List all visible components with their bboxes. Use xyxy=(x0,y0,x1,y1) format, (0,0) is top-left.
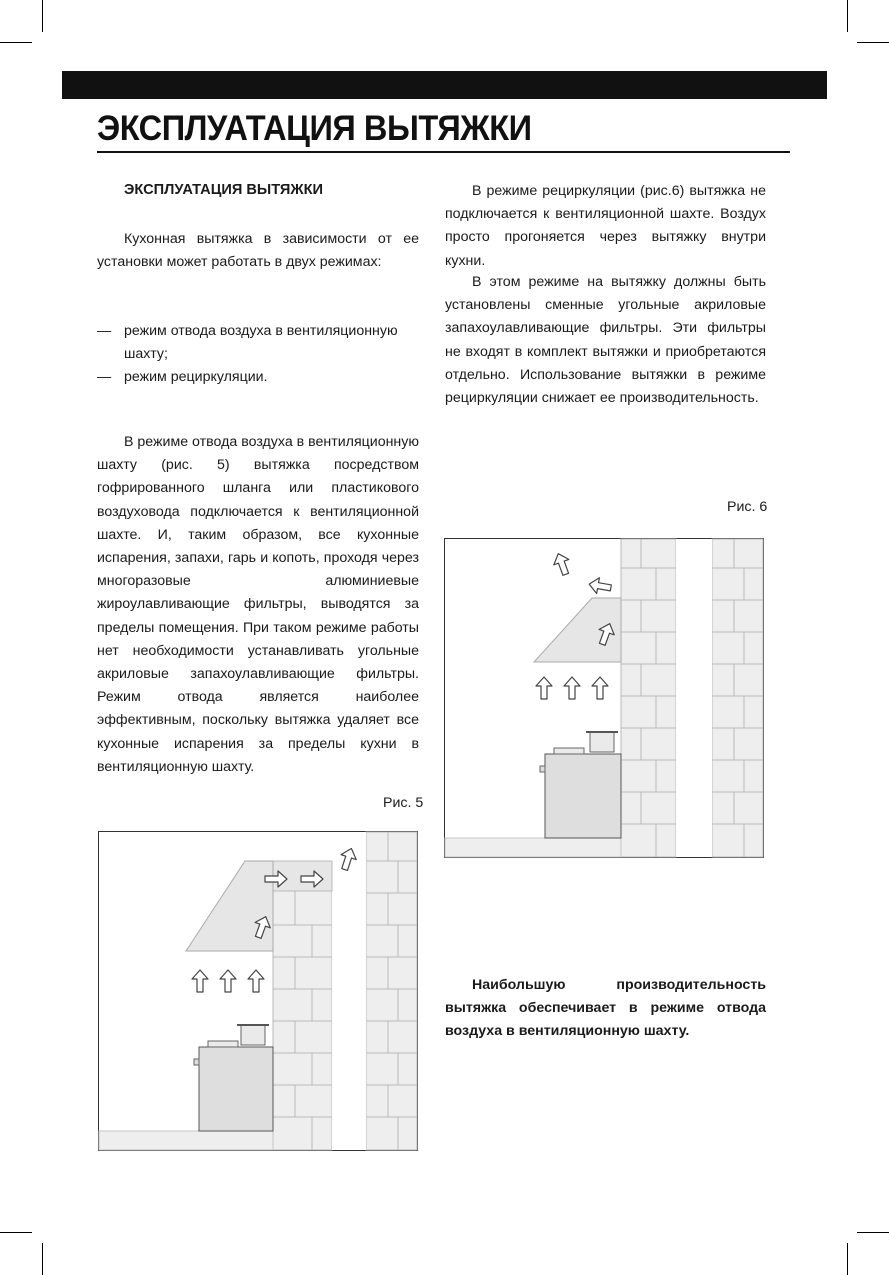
list-item xyxy=(97,366,419,389)
crop-mark-top-right xyxy=(847,0,848,32)
exhaust-mode-paragraph: В режиме отвода воздуха в вентиляционную шахту (рис. 5) вытяжка посредством гофрированного шланга или пластикового воздуховода подключается к вентиляционной шахте. И, таким образом, все кухонные испарения, запахи, гарь и копоть, проходя через многоразовые алюминиевые жироулавливающие фильтры, выводятся за пределы помещения. При таком режиме работы нет необходимости устанавливать угольные акриловые запахоулавливающие фильтры. Режим отвода является наиболее эффективным, поскольку вытяжка удаляет все кухонные испарения за пределы кухни в вентиляционную шахту. xyxy=(97,434,419,775)
list-item xyxy=(97,320,419,366)
ventilation-shaft xyxy=(676,539,712,857)
crop-mark-top-right xyxy=(857,42,889,43)
figure-5-exhaust-diagram xyxy=(98,831,418,1151)
crop-mark-bottom-right xyxy=(857,1232,889,1233)
page-title: ЭКСПЛУАТАЦИЯ ВЫТЯЖКИ xyxy=(97,109,532,148)
figure-6-label: Рис. 6 xyxy=(727,499,768,515)
title-rule xyxy=(97,151,790,153)
crop-mark-bottom-right xyxy=(847,1243,848,1275)
conclusion-paragraph: Наибольшую производительность вытяжка обеспечивает в режиме отвода воздуха в вентиляционную шахту. xyxy=(445,977,766,1040)
stove xyxy=(545,754,621,838)
floor xyxy=(445,838,621,857)
mode-exhaust: режим отвода воздуха в вентиляционную шахту; xyxy=(124,323,398,363)
crop-mark-top-left xyxy=(42,0,43,32)
dash-bullet: — xyxy=(97,323,112,339)
stove xyxy=(199,1047,273,1131)
header-bar xyxy=(62,71,827,99)
filters-paragraph: В этом режиме на вытяжку должны быть установлены сменные угольные акриловые запахоулавливающие фильтры. Эти фильтры не входят в комплект вытяжки и приобретаются отдельно. Использование вытяжки в режиме рециркуляции снижает ее производительность. xyxy=(445,274,766,407)
crop-mark-bottom-left xyxy=(42,1243,43,1275)
ventilation-shaft xyxy=(332,832,366,1150)
crop-mark-bottom-left xyxy=(0,1232,32,1233)
intro-paragraph: Кухонная вытяжка в зависимости от ее установки может работать в двух режимах: xyxy=(97,231,419,271)
dash-bullet: — xyxy=(97,369,112,386)
modes-list xyxy=(97,320,419,390)
floor xyxy=(99,1131,273,1150)
recirculation-paragraph: В режиме рециркуляции (рис.6) вытяжка не подключается к вентиляционной шахте. Воздух просто прогоняется через вытяжку внутри кухни. xyxy=(445,183,766,269)
figure-5-label: Рис. 5 xyxy=(383,795,424,811)
section-heading: ЭКСПЛУАТАЦИЯ ВЫТЯЖКИ xyxy=(124,182,324,198)
crop-mark-top-left xyxy=(0,42,32,43)
mode-recirculation: режим рециркуляции. xyxy=(124,369,268,386)
figure-6-recirculation-diagram xyxy=(444,538,764,858)
